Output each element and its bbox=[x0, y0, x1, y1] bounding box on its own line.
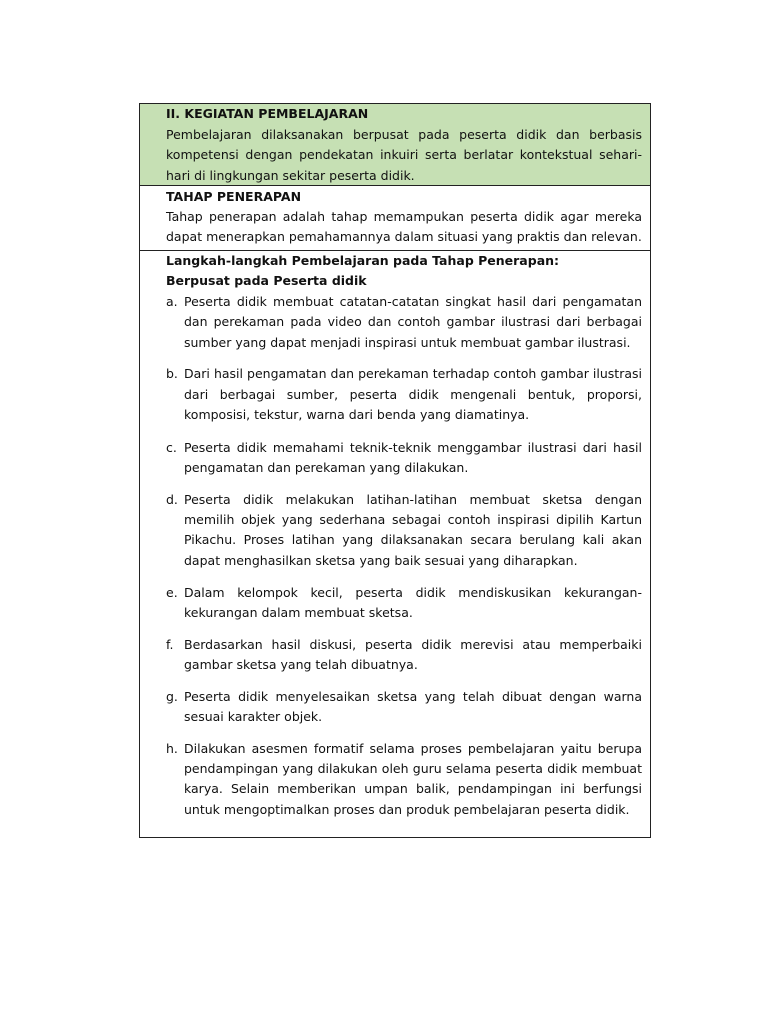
list-marker: f. bbox=[166, 636, 174, 652]
list-marker: a. bbox=[166, 294, 178, 309]
list-item bbox=[166, 364, 642, 425]
list-item-text: Peserta didik melakukan latihan-latihan membuat sketsa dengan memilih objek yang sederhana sebagai contoh inspirasi dipilih Kartun Pikachu. Proses latihan yang dilaksanakan secara berulang kali akan dapat menghasilkan sketsa yang baik sesuai yang diharapkan. bbox=[184, 491, 642, 568]
list-marker: h. bbox=[166, 740, 178, 756]
learning-activities-cell bbox=[140, 104, 650, 186]
list-marker: d. bbox=[166, 491, 178, 507]
list-marker: g. bbox=[166, 688, 178, 704]
section-paragraph: Tahap penerapan adalah tahap memampukan peserta didik agar mereka dapat menerapkan pemahamannya dalam situasi yang praktis dan relevan. bbox=[166, 209, 642, 245]
list-item-text: Dari hasil pengamatan dan perekaman terhadap contoh gambar ilustrasi dari berbagai sumber, peserta didik mengenali bentuk, proporsi, komposisi, tekstur, warna dari benda yang diamatinya. bbox=[184, 366, 642, 422]
section-subheading: Berpusat pada Peserta didik bbox=[166, 273, 367, 288]
list-item-text: Berdasarkan hasil diskusi, peserta didik merevisi atau memperbaiki gambar sketsa yang telah dibuatnya. bbox=[184, 636, 642, 672]
section-heading: Langkah-langkah Pembelajaran pada Tahap Penerapan: bbox=[166, 253, 560, 268]
list-item-text: Dalam kelompok kecil, peserta didik mendiskusikan kekurangan-kekurangan dalam membuat sketsa. bbox=[184, 584, 642, 620]
list-marker: c. bbox=[166, 439, 177, 455]
list-marker: b. bbox=[166, 366, 178, 382]
list-item bbox=[166, 490, 642, 571]
section-heading: TAHAP PENERAPAN bbox=[166, 189, 302, 204]
list-item bbox=[166, 292, 642, 353]
list-item bbox=[166, 635, 642, 676]
list-item bbox=[166, 438, 642, 479]
list-item-text: Peserta didik memahami teknik-teknik menggambar ilustrasi dari hasil pengamatan dan perekaman yang dilakukan. bbox=[184, 439, 642, 476]
section-heading: II. KEGIATAN PEMBELAJARAN bbox=[166, 106, 369, 121]
steps-list bbox=[166, 292, 642, 820]
list-marker: e. bbox=[166, 584, 178, 600]
steps-cell bbox=[140, 251, 650, 837]
list-item-text: Dilakukan asesmen formatif selama proses pembelajaran yaitu berupa pendampingan yang dilakukan oleh guru selama peserta didik membuat karya. Selain memberikan umpan balik, pendampingan ini berfungsi untuk mengoptimalkan proses dan produk pembelajaran peserta didik. bbox=[184, 740, 642, 817]
list-item-text: Peserta didik menyelesaikan sketsa yang telah dibuat dengan warna sesuai karakter objek. bbox=[184, 688, 642, 725]
application-stage-cell bbox=[140, 186, 650, 251]
list-item-text: Peserta didik membuat catatan-catatan singkat hasil dari pengamatan dan perekaman pada video dan contoh gambar ilustrasi dari berbagai sumber yang dapat menjadi inspirasi untuk membuat gambar ilustrasi. bbox=[184, 294, 642, 350]
list-item bbox=[166, 739, 642, 820]
section-paragraph: Pembelajaran dilaksanakan berpusat pada peserta didik dan berbasis kompetensi dengan pendekatan inkuiri serta berlatar kontekstual sehari-hari di lingkungan sekitar peserta didik. bbox=[166, 127, 642, 183]
lesson-table bbox=[139, 103, 651, 838]
list-item bbox=[166, 583, 642, 624]
list-item bbox=[166, 687, 642, 728]
